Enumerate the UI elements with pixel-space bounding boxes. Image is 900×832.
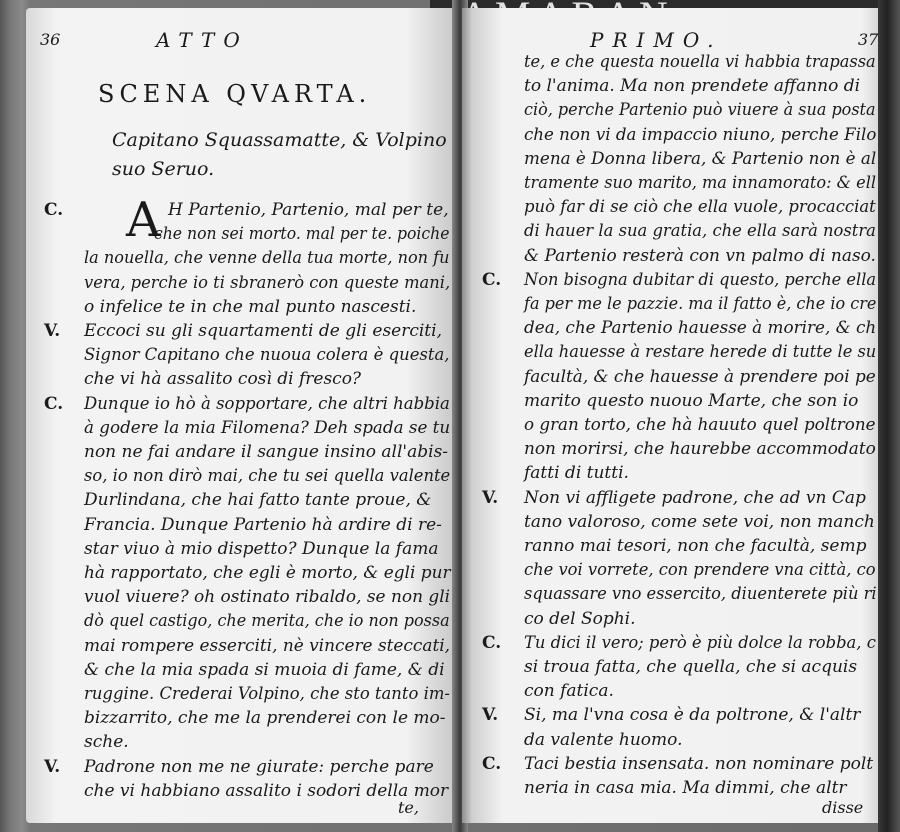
speaker-mark: C. [44, 393, 64, 414]
text-line: che voi vorrete, con prendere vna città, co [524, 560, 876, 581]
text-line: Tu dici il vero; però è più dolce la robba, c [524, 632, 876, 653]
text-line: ruggine. Crederai Volpino, che sto tanto im- [84, 684, 450, 704]
text-line: ella hauesse à restare herede di tutte le su [524, 342, 877, 363]
text-line: si troua fatta, che quella, che si acquis [524, 657, 858, 677]
text-line: marito questo nuouo Marte, che son io [524, 390, 859, 411]
text-line: vera, perche io ti sbranerò con queste mani, [84, 272, 451, 293]
text-line: co del Sophi. [524, 608, 636, 629]
text-line: mai rompere esserciti, nè vincere steccati, [84, 635, 451, 656]
text-line: star viuo à mio dispetto? Dunque la fama [84, 538, 439, 559]
text-line: mena è Donna libera, & Partenio non è al [524, 148, 877, 169]
scene-title: SCENA QVARTA. [98, 80, 372, 108]
left-folio: 36 [40, 30, 61, 49]
speaker-mark: V. [482, 705, 499, 726]
text-line: Durlindana, che hai fatto tante proue, & [84, 490, 432, 511]
speaker-mark: C. [44, 200, 64, 220]
text-line: o infelice te in che mal punto nascesti. [84, 296, 417, 317]
text-line: che non vi da impaccio niuno, perche Filo [524, 124, 877, 145]
text-line: Si, ma l'vna cosa è da poltrone, & l'altr [524, 705, 861, 726]
left-page [26, 8, 458, 823]
right-running-head: PRIMO. [590, 28, 723, 52]
text-line: che vi habbiano assalito i sodori della mor [84, 780, 449, 801]
right-page [462, 8, 880, 823]
text-line: Dunque io hò à sopportare, che altri habbia [84, 393, 450, 414]
text-line: bizzarrito, che me la prenderei con le mo- [84, 708, 446, 729]
drop-cap: A [126, 192, 161, 248]
text-line: fatti di tutti. [524, 463, 629, 484]
text-line: & Partenio resterà con vn palmo di naso. [524, 245, 876, 266]
text-line: Padrone non me ne giurate: perche pare [84, 756, 434, 777]
speaker-mark: C. [482, 753, 502, 774]
text-line: ciò, perche Partenio può viuere à sua posta [524, 100, 876, 121]
text-line: Non vi affligete padrone, che ad vn Cap [524, 487, 866, 508]
page-edges [878, 0, 900, 832]
text-line: sche. [84, 732, 129, 753]
text-line: facultà, & che hauesse à prendere poi pe [524, 366, 876, 387]
text-line: non ne fai andare il sangue insino all'abis- [84, 442, 449, 462]
text-line: tano valoroso, come sete voi, non manch [524, 511, 875, 532]
text-line: che vi hà assalito così di fresco? [84, 369, 362, 390]
text-line: non morirsi, che haurebbe accommodato [524, 439, 876, 460]
text-line: dea, che Partenio hauesse à morire, & ch [524, 318, 877, 339]
text-line: fa per me le pazzie. ma il fatto è, che io cre [524, 294, 877, 314]
text-line: la nouella, che venne della tua morte, non fu [84, 248, 450, 269]
right-catchword: disse [822, 798, 864, 817]
text-line: vuol viuere? oh ostinato ribaldo, se non gli [84, 587, 451, 608]
left-running-head: ATTO [156, 28, 249, 52]
speaker-mark: V. [44, 321, 61, 341]
text-line: Taci bestia insensata. non nominare polt [524, 753, 874, 774]
right-folio: 37 [858, 30, 879, 49]
text-line: to l'anima. Ma non prendete affanno di [524, 76, 861, 97]
speaker-mark: V. [44, 756, 61, 777]
cast-list: Capitano Squassamatte, & Volpino suo Seruo. [112, 129, 447, 180]
speaker-mark: C. [482, 632, 502, 653]
text-line: Signor Capitano che nuoua colera è questa, [84, 345, 450, 366]
text-line: di hauer la sua gratia, che ella sarà nostra [524, 221, 876, 242]
text-line: Eccoci su gli squartamenti de gli eserciti, [84, 321, 442, 341]
speaker-mark: C. [482, 269, 502, 290]
text-line: tramente suo marito, ma innamorato: & ell [524, 173, 877, 193]
text-line: te, e che questa nouella vi habbia trapassa [524, 52, 876, 72]
text-line: so, io non dirò mai, che tu sei quella valente [84, 466, 451, 487]
left-catchword: te, [398, 798, 419, 817]
text-line: & che la mia spada si muoia di fame, & di [84, 659, 445, 680]
text-line: hà rapportato, che egli è morto, & egli pur [84, 563, 451, 583]
text-line: Non bisogna dubitar di questo, perche ella [524, 269, 877, 290]
speaker-mark: V. [482, 487, 499, 508]
text-line: o gran torto, che hà hauuto quel poltrone [524, 415, 876, 435]
text-line: squassare vno essercito, diuenterete più ri [524, 584, 877, 605]
text-line: neria in casa mia. Ma dimmi, che altr [524, 778, 847, 798]
text-line: H Partenio, Partenio, mal per te, [168, 200, 449, 220]
text-line: da valente huomo. [524, 729, 683, 750]
text-line: à godere la mia Filomena? Deh spada se tu [84, 417, 451, 438]
text-line: ranno mai tesori, non che facultà, semp [524, 536, 867, 556]
text-line: Francia. Dunque Partenio hà ardire di re- [84, 514, 442, 535]
text-line: può far di se ciò che ella vuole, procacciat [524, 197, 876, 218]
text-line: con fatica. [524, 681, 614, 702]
text-line: dò quel castigo, che merita, che io non possa [84, 611, 450, 632]
text-line: che non sei morto. mal per te. poiche [154, 224, 450, 245]
